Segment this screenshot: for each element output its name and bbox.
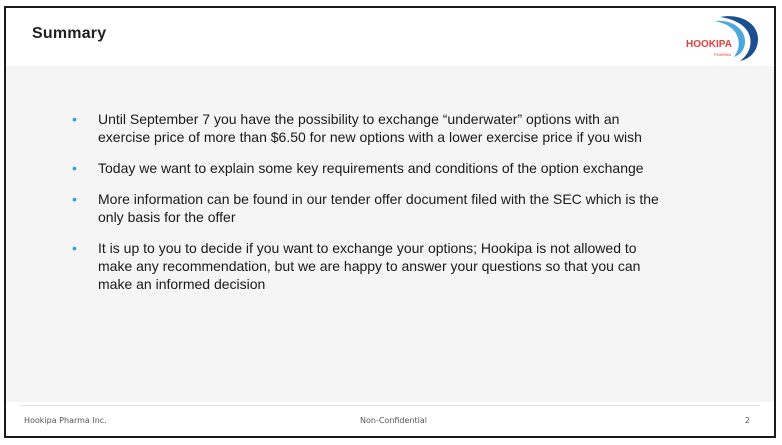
bullet-item	[72, 110, 672, 146]
footer-classification: Non-Confidential	[360, 416, 427, 425]
bullet-item	[72, 239, 672, 293]
bullet-text: Until September 7 you have the possibility to exchange “underwater” options with an exercise price of more than $6.50 for new options with a lower exercise price if you wish	[98, 111, 642, 145]
svg-text:HOOKIPA: HOOKIPA	[686, 39, 732, 50]
svg-text:PHARMA: PHARMA	[714, 52, 732, 57]
slide-header	[6, 8, 774, 66]
footer-divider	[20, 405, 760, 406]
content-panel	[6, 66, 774, 402]
bullet-icon: •	[72, 160, 77, 176]
bullet-text: Today we want to explain some key requirements and conditions of the option exchange	[98, 160, 644, 176]
hookipa-logo-graphic	[684, 13, 762, 63]
hookipa-logo	[684, 13, 762, 63]
slide-footer	[6, 402, 774, 436]
bullet-item	[72, 190, 672, 226]
bullet-text: It is up to you to decide if you want to exchange your options; Hookipa is not allowed to make any recommendation, but we are happy to answer your questions so that you can make an informed decision	[98, 240, 641, 292]
slide	[4, 6, 776, 438]
bullet-icon: •	[72, 111, 77, 127]
page-number: 2	[744, 416, 750, 425]
bullet-item	[72, 159, 672, 177]
bullet-icon: •	[72, 191, 77, 207]
slide-title: Summary	[32, 25, 107, 42]
footer-company: Hookipa Pharma Inc.	[24, 416, 107, 425]
bullet-text: More information can be found in our tender offer document filed with the SEC which is the only basis for the offer	[98, 191, 659, 225]
bullet-list	[72, 110, 672, 306]
bullet-icon: •	[72, 240, 77, 256]
